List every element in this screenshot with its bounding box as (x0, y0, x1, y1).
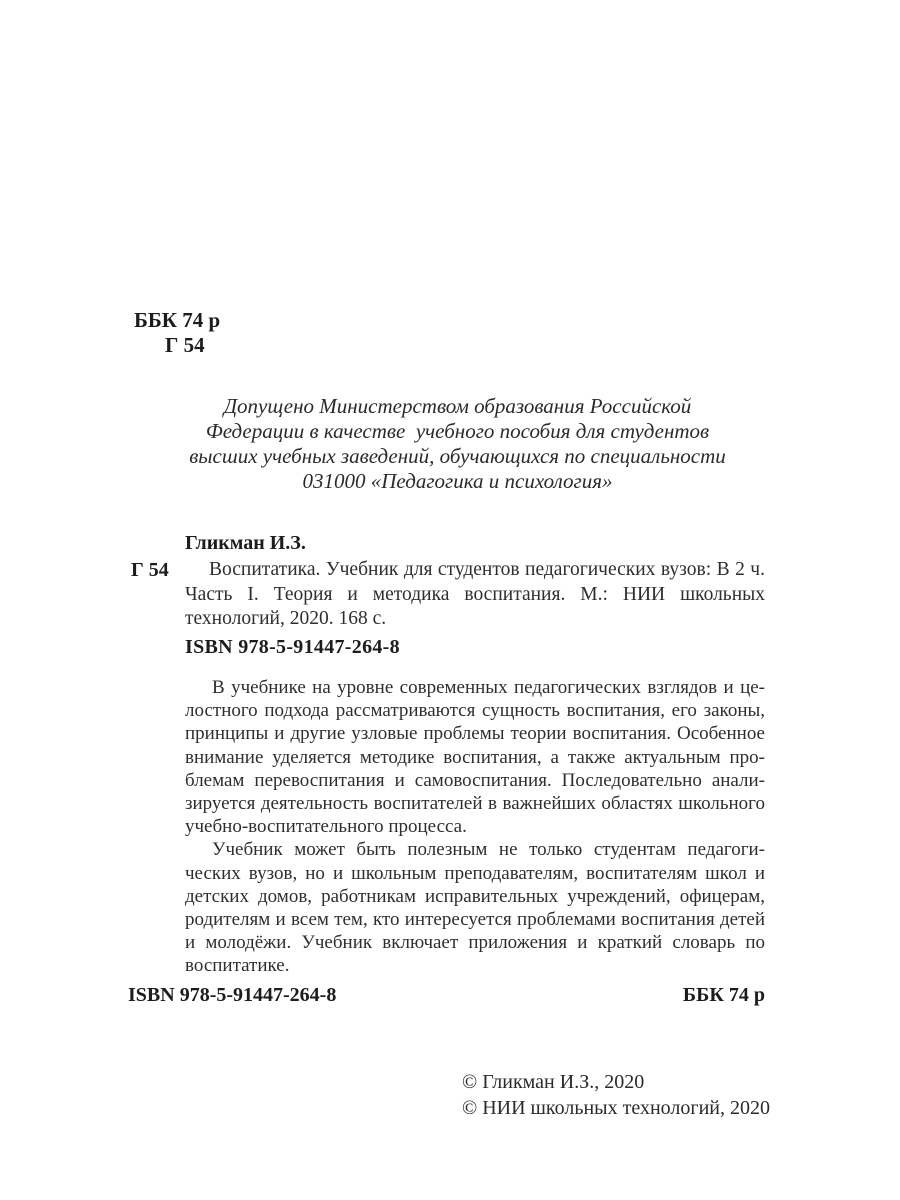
bbk-classification-block (134, 308, 220, 358)
footer-isbn: ISBN 978-5-91447-264-8 (128, 984, 337, 1006)
annotation-paragraph: В учебнике на уровне современных педагогических взглядов и целостного подхода рассматриваются сущность воспитания, его законы, принципы и другие узловые проблемы теории воспитания. Особенное внимание уделяется методике воспитания, а также актуальным проблемам перевоспитания и самовоспитания. Последовательно анализируется деятельность воспитателей в важнейших областях школьного учебно-воспитательного процесса. (185, 677, 765, 838)
approval-line: 031000 «Педагогика и психология» (302, 469, 613, 493)
author-name: Гликман И.З. (185, 532, 306, 554)
footer-codes-line (128, 984, 765, 1007)
annotation-paragraph: Учебник может быть полезным не только студентам педагогических вузов, но и школьным преподавателям, воспитателям школ и детских домов, работникам исправительных учреждений, офицерам, родителям и всем тем, кто интересуется проблемами воспитания детей и молодёжи. Учебник включает приложения и краткий словарь по воспитатике. (185, 839, 765, 977)
annotation-block (185, 676, 765, 978)
author-sign-code: Г 54 (165, 333, 205, 357)
catalog-author-sign: Г 54 (131, 559, 169, 581)
catalog-entry-text: Воспитатика. Учебник для студентов педагогических вузов: В 2 ч. Часть I. Теория и методика воспитания. М.: НИИ школьных технологий, 2020. 168 с. (185, 559, 765, 629)
copyright-line: © НИИ школьных технологий, 2020 (462, 1097, 770, 1119)
bbk-code: ББК 74 р (134, 308, 221, 332)
ministry-approval-statement (160, 394, 755, 494)
approval-line: высших учебных заведений, обучающихся по специальности (189, 444, 726, 468)
approval-line: Федерации в качестве учебного пособия для студентов (205, 419, 710, 443)
approval-line: Допущено Министерством образования Российской (223, 394, 692, 418)
copyright-line: © Гликман И.З., 2020 (462, 1071, 645, 1093)
footer-bbk: ББК 74 р (682, 984, 765, 1006)
copyright-block (462, 1069, 770, 1121)
isbn-number: ISBN 978-5-91447-264-8 (185, 636, 400, 658)
